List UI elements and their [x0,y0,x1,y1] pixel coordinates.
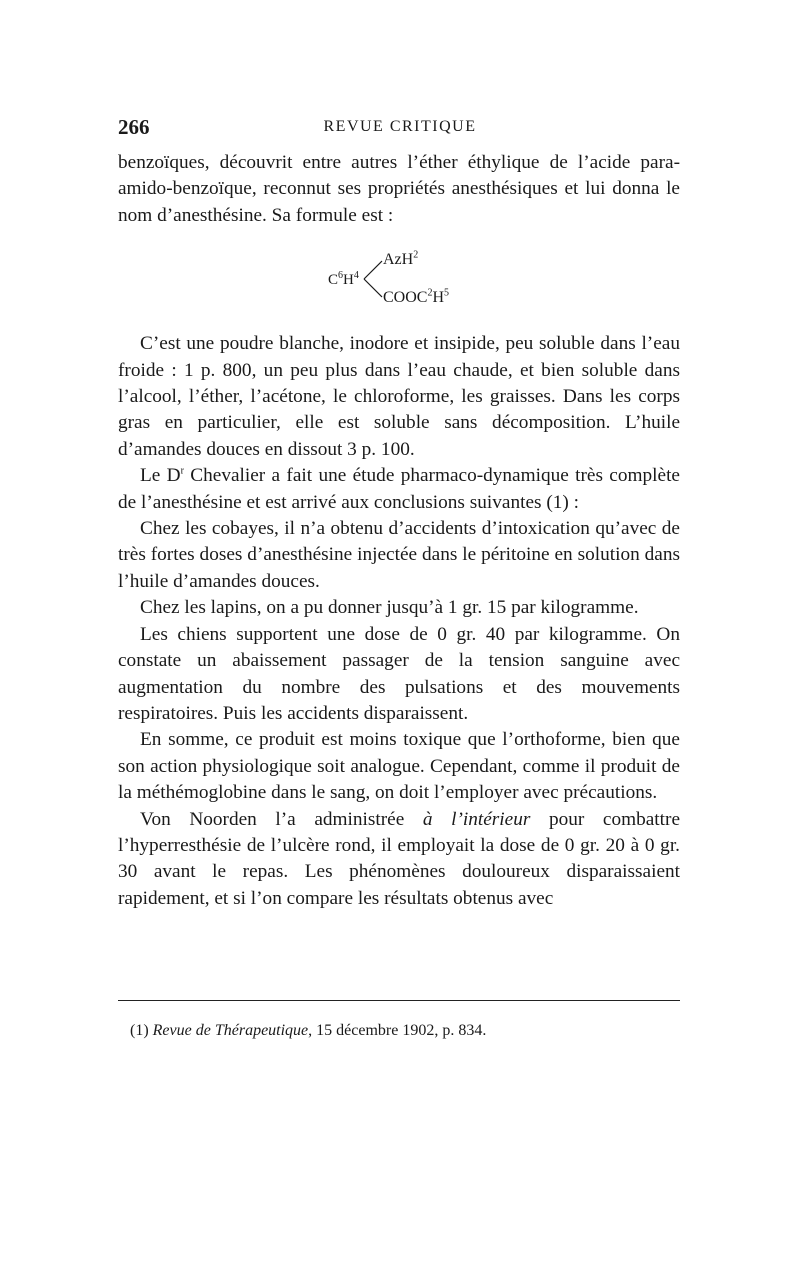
formula-top-group: AzH$^2$ [383,249,419,269]
footnote-number: (1) [130,1022,149,1039]
paragraph-8: Von Noorden l’a administrée à l’intérieur pour combattre l’hyperresthésie de l’ulcère rond, il employait la dose de 0 gr. 20 à 0 gr. 30 avant le repas. Les phénomènes douloureux disparaissaient rapidement, et si l’on compare les résultats obtenus avec [118,808,681,909]
running-title: REVUE CRITIQUE [323,118,477,135]
footnote-details: , 15 décembre 1902, p. 834. [308,1022,487,1039]
paragraph-6: Les chiens supportent une dose de 0 gr. 40 par kilogramme. On constate un abaissement passager de la tension sanguine avec augmentation du nombre des pulsations et des mouvements respiratoires. Puis les accidents disparaissent. [118,623,680,724]
formula-bottom-group: $COOC^2H^5$ [383,287,450,307]
paragraph-1: benzoïques, découvrit entre autres l’éther éthylique de l’acide para-amido-benzoïque, reconnut ses propriétés anesthésiques et lui donna le nom d’anesthésine. Sa formule est : [118,152,680,226]
page-number: 266 [118,115,150,139]
footnote-journal: Revue de Thérapeutique [152,1022,309,1039]
paragraph-3: Le $D^r$ Chevalier a fait une étude pharmaco-dynamique très complète de l’anesthésine et est arrivé aux conclusions suivantes (1) : [118,465,680,513]
footnote [130,1022,486,1040]
paragraph-7: En somme, ce produit est moins toxique que l’orthoforme, bien que son action physiologique soit analogue. Cependant, comme il produit de la méthémoglobine dans le sang, on doit l’employer avec précautions. [118,729,680,804]
paragraph-4: Chez les cobayes, il n’a obtenu d’accidents d’intoxication qu’avec de très fortes doses d’anesthésine injectée dans le péritoine en solution dans l’huile d’amandes douces. [118,518,680,592]
body-text [118,150,680,912]
chemical-formula [118,241,680,321]
footnote-rule [118,1000,680,1001]
formula-base: $C^6H^4$ [328,270,359,289]
paragraph-5: Chez les lapins, on a pu donner jusqu’à 1 gr. 15 par kilogramme. [140,597,639,619]
paragraph-2: C’est une poudre blanche, inodore et insipide, peu soluble dans l’eau froide : 1 p. 800, un peu plus dans l’eau chaude, et bien soluble dans l’alcool, l’éther, l’acétone, le chloroforme, les graisses. Dans les corps gras en particulier, elle est soluble sans décomposition. L’huile d’amandes douces en dissout 3 p. 100. [118,333,680,460]
